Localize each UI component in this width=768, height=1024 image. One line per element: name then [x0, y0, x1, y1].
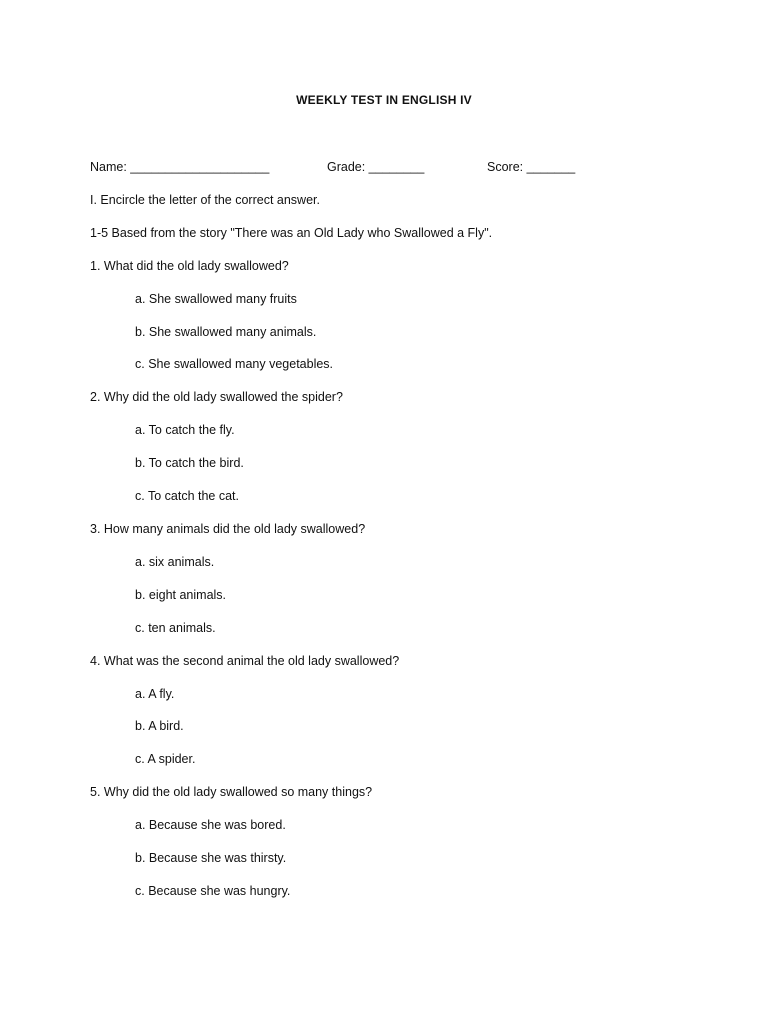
grade-field: Grade: ________ — [327, 160, 425, 174]
question-1: 1. What did the old lady swallowed? — [90, 259, 289, 273]
question-5-option-a: a. Because she was bored. — [135, 818, 286, 832]
question-1-option-b: b. She swallowed many animals. — [135, 325, 317, 339]
question-3-option-a: a. six animals. — [135, 555, 215, 569]
question-4-option-a: a. A fly. — [135, 687, 175, 701]
instruction-text: I. Encircle the letter of the correct answer. — [90, 193, 320, 207]
question-1-option-c: c. She swallowed many vegetables. — [135, 357, 334, 371]
question-2-option-c: c. To catch the cat. — [135, 489, 239, 503]
question-2-option-a: a. To catch the fly. — [135, 423, 235, 437]
question-3: 3. How many animals did the old lady swallowed? — [90, 522, 366, 536]
question-4-option-b: b. A bird. — [135, 719, 184, 733]
name-field: Name: ____________________ — [90, 160, 270, 174]
question-4-option-c: c. A spider. — [135, 752, 196, 766]
question-2-option-b: b. To catch the bird. — [135, 456, 244, 470]
score-field: Score: _______ — [487, 160, 576, 174]
passage-note: 1-5 Based from the story "There was an Old Lady who Swallowed a Fly". — [90, 226, 493, 240]
question-5-option-c: c. Because she was hungry. — [135, 884, 291, 898]
question-4: 4. What was the second animal the old lady swallowed? — [90, 654, 400, 668]
question-3-option-c: c. ten animals. — [135, 621, 216, 635]
question-5-option-b: b. Because she was thirsty. — [135, 851, 287, 865]
question-2: 2. Why did the old lady swallowed the spider? — [90, 390, 343, 404]
question-5: 5. Why did the old lady swallowed so many things? — [90, 785, 373, 799]
page-title: WEEKLY TEST IN ENGLISH IV — [296, 93, 472, 107]
question-3-option-b: b. eight animals. — [135, 588, 227, 602]
question-1-option-a: a. She swallowed many fruits — [135, 292, 297, 306]
